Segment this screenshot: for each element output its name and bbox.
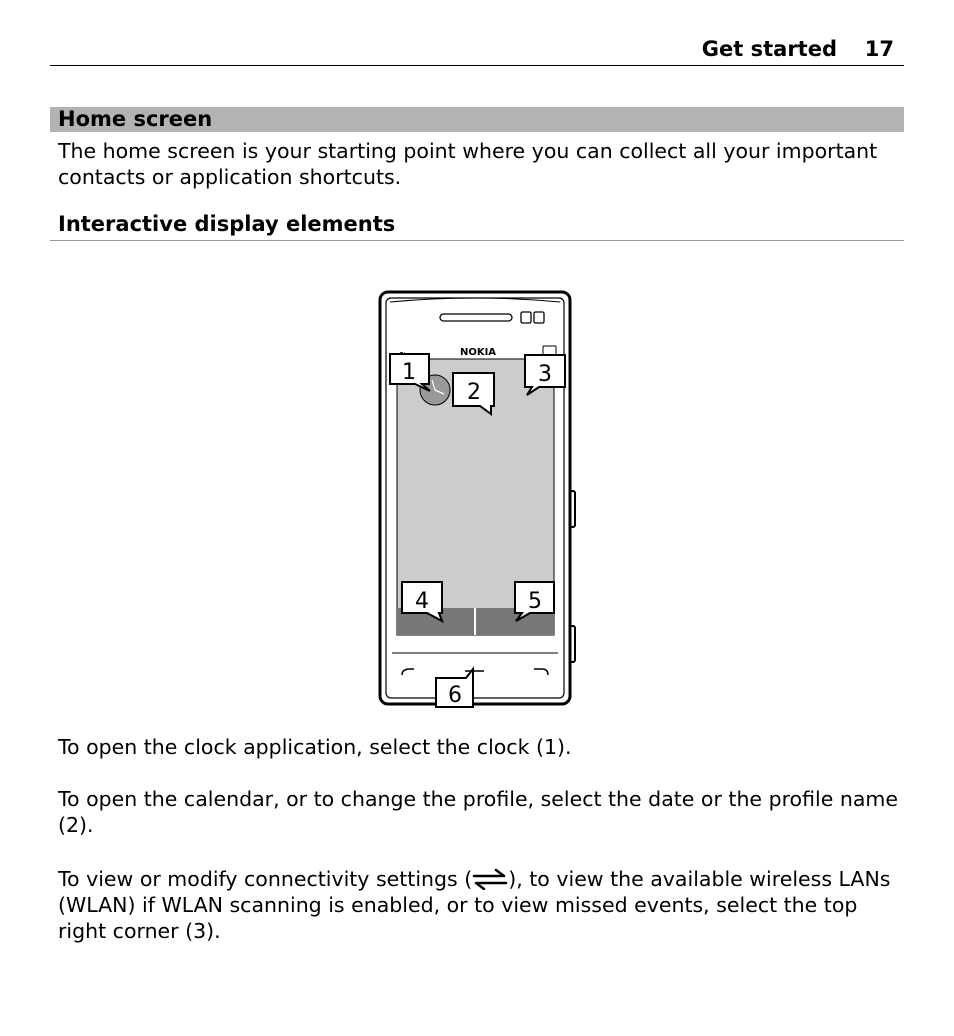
- camera-icon: [534, 312, 544, 323]
- svg-text:5: 5: [528, 589, 542, 614]
- calendar-paragraph: To open the calendar, or to change the profile, select the date or the profile name (2).: [58, 787, 898, 837]
- phone-illustration: [374, 286, 580, 712]
- battery-icon: [543, 346, 556, 355]
- svg-text:2: 2: [467, 380, 481, 405]
- sensor-icon: [521, 312, 531, 323]
- section-heading: [50, 107, 904, 132]
- subsection-heading: [50, 211, 904, 241]
- svg-text:6: 6: [448, 683, 462, 708]
- svg-text:4: 4: [415, 589, 429, 614]
- earpiece-icon: [440, 314, 512, 321]
- phone-figure: [374, 286, 580, 712]
- subsection-title: Interactive display elements: [58, 212, 396, 236]
- connectivity-arrows-icon: [472, 868, 508, 890]
- header-section-title: Get started: [701, 37, 837, 61]
- svg-text:3: 3: [538, 362, 552, 387]
- connectivity-paragraph: [58, 866, 904, 944]
- running-header: [50, 36, 904, 66]
- connectivity-text-start: To view or modify connectivity settings (: [58, 867, 473, 891]
- brand-logo: NOKIA: [459, 347, 497, 358]
- clock-paragraph: To open the clock application, select the clock (1).: [58, 735, 572, 759]
- section-title: Home screen: [58, 107, 213, 131]
- page-number: 17: [864, 37, 894, 61]
- svg-text:1: 1: [402, 360, 416, 385]
- intro-paragraph: The home screen is your starting point where you can collect all your important contacts or application shortcuts.: [58, 139, 878, 189]
- connectivity-text-end: ), to view the available wireless LANs (WLAN) if WLAN scanning is enabled, or to view missed events, select the top right corner (3).: [58, 867, 891, 943]
